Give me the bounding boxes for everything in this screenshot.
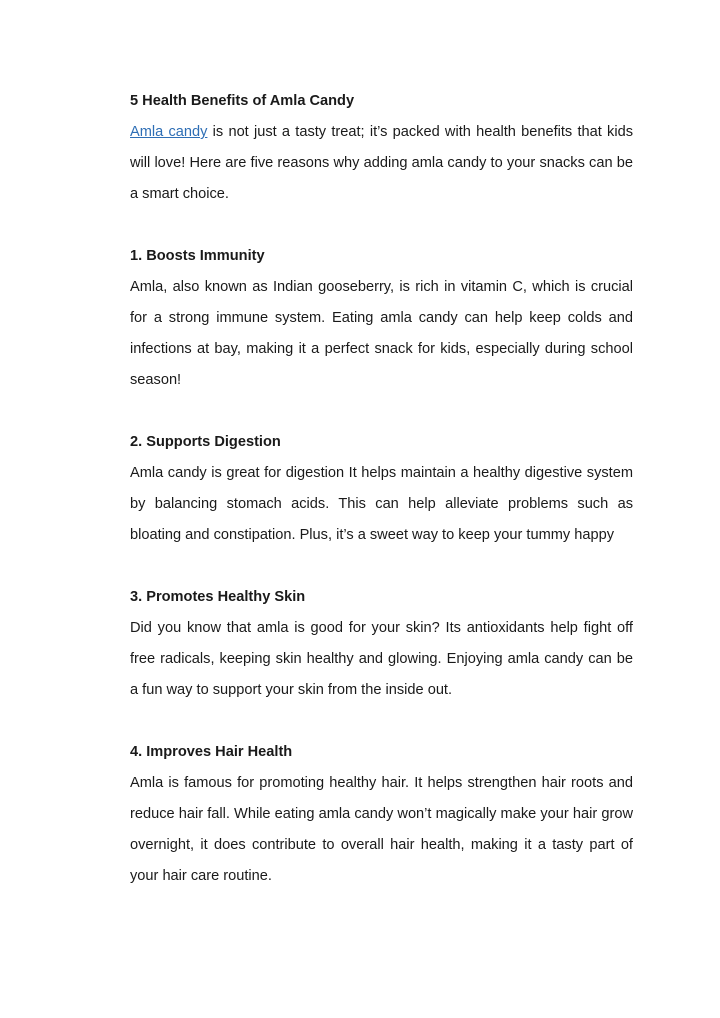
section-body: Amla is famous for promoting healthy hair. It helps strengthen hair roots and reduce hair fall. While eating amla candy won’t magically make your hair grow overnight, it does contribute to overall hair health, making it a tasty part of your hair care routine. [130, 775, 633, 884]
section-improves-hair-health [130, 737, 633, 892]
intro-text: is not just a tasty treat; it’s packed with health benefits that kids will love! Here are five reasons why adding amla candy to your snacks can be a smart choice. [130, 124, 633, 202]
section-body: Amla, also known as Indian gooseberry, is rich in vitamin C, which is crucial for a strong immune system. Eating amla candy can help keep colds and infections at bay, making it a perfect snack for kids, especially during school season! [130, 279, 633, 388]
amla-candy-link[interactable]: Amla candy [130, 124, 208, 140]
section-boosts-immunity [130, 241, 633, 396]
section-heading: 4. Improves Hair Health [130, 744, 293, 760]
section-body: Amla candy is great for digestion It helps maintain a healthy digestive system by balancing stomach acids. This can help alleviate problems such as bloating and constipation. Plus, it’s a sweet way to keep your tummy happy [130, 465, 633, 543]
section-supports-digestion [130, 427, 633, 551]
section-promotes-healthy-skin [130, 582, 633, 706]
intro-paragraph [130, 117, 633, 210]
section-heading: 1. Boosts Immunity [130, 248, 265, 264]
section-heading: 2. Supports Digestion [130, 434, 281, 450]
document-page [130, 86, 633, 892]
section-body: Did you know that amla is good for your skin? Its antioxidants help fight off free radicals, keeping skin healthy and glowing. Enjoying amla candy can be a fun way to support your skin from the inside out. [130, 620, 633, 698]
section-heading: 3. Promotes Healthy Skin [130, 589, 306, 605]
page-title: 5 Health Benefits of Amla Candy [130, 93, 355, 109]
